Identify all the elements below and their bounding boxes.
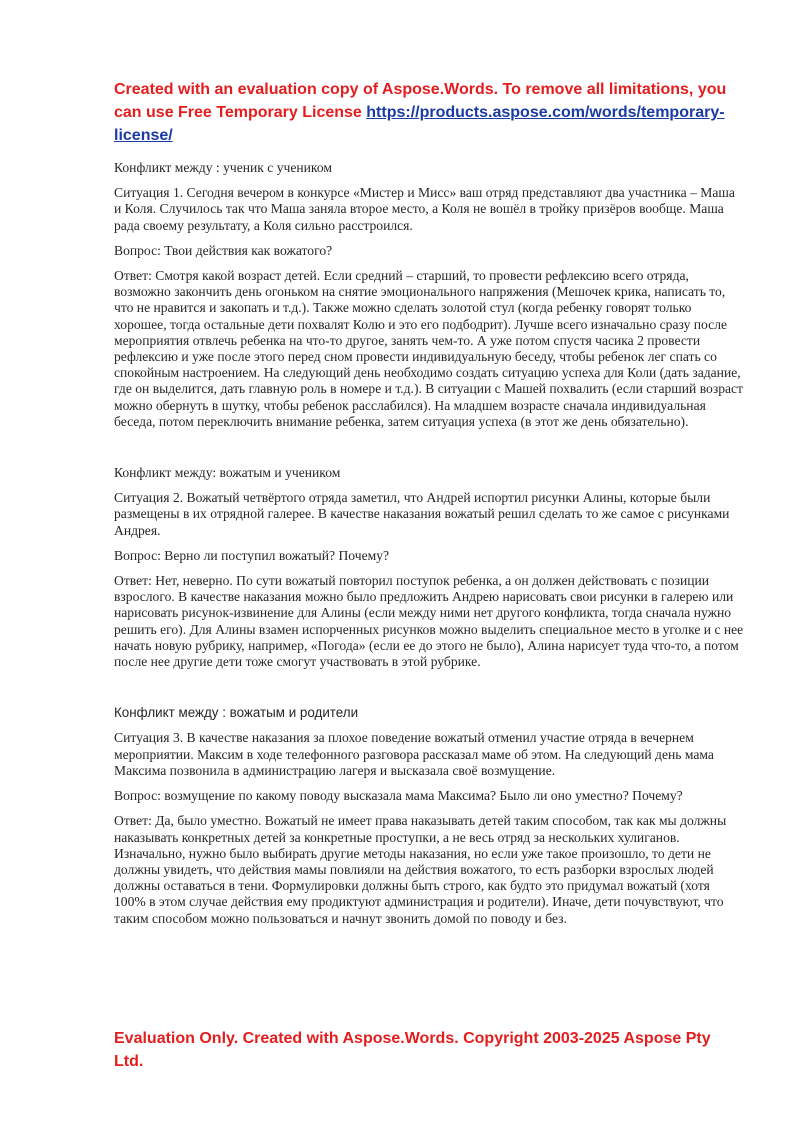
section1-situation: Ситуация 1. Сегодня вечером в конкурсе «Мистер и Мисс» ваш отряд представляют два участника – Маша и Коля. Случилось так что Маша заняла второе место, а Коля не вошёл в тройку призёров вообще. Маша рада своему результату, а Коля сильно расстроился. (114, 185, 735, 233)
section3-situation: Ситуация 3. В качестве наказания за плохое поведение вожатый отменил участие отряда в вечернем мероприятии. Максим в ходе телефонного разговора рассказал маме об этом. На следующий день мама Максима позвонила в администрацию лагеря и высказала своё возмущение. (114, 730, 714, 778)
temporary-license-link[interactable]: https://products.aspose.com/words/temporary-license/ (114, 104, 725, 144)
section2-answer: Ответ: Нет, неверно. По сути вожатый повторил поступок ребенка, а он должен действовать с позиции взрослого. В качестве наказания можно было предложить Андрею нарисовать свои рисунки в галерею или нарисовать рисунок-извинение для Алины (если между ними нет другого конфликта, тогда сначала нужно решить его). Для Алины взамен испорченных рисунков можно выделить специальное место в уголке и с нее начать новую рубрику, например, «Погода» (если ее до этого не было), Алина нарисует туда что-то, а потом после нее другие дети тоже смогут участвовать в этой рубрике. (114, 573, 744, 670)
evaluation-footer (114, 1027, 744, 1073)
section2-situation: Ситуация 2. Вожатый четвёртого отряда заметил, что Андрей испортил рисунки Алины, которые были размещены в их отрядной галерее. В качестве наказания вожатый решил сделать то же самое с рисунками Андрея. (114, 490, 730, 538)
document-page (114, 78, 744, 936)
section3-title: Конфликт между : вожатым и родители (114, 705, 359, 721)
section1-title: Конфликт между : ученик с учеником (114, 160, 332, 175)
section1-answer: Ответ: Смотря какой возраст детей. Если средний – старший, то провести рефлексию всего отряда, возможно закончить день огоньком на снятие эмоционального напряжения (Мешочек крика, написать то, что не нравится и закопать и т.д.). Также можно сделать золотой стул (когда ребенку говорят только хорошее, тогда остальные дети похвалят Колю и это его подбодрит). Лучше всего изначально сразу после мероприятия отвлечь ребенка на что-то другое, занять чем-то. А уже потом спустя часика 2 провести рефлексию и уже после этого перед сном провести индивидуальную беседу, чтобы ребенок лег спать со спокойным настроением. На следующий день необходимо создать ситуацию успеха для Коли (дать задание, где он выделится, дать главную роль в номере и т.д.). В ситуации с Машей похвалить (если старший возраст можно обернуть в шутку, чтобы ребенок расслабился). На младшем возрасте сначала индивидуальная беседа, потом переключить внимание ребенка, затем ситуация успеха (в этот же день обязательно). (114, 268, 743, 429)
evaluation-header-text: Created with an evaluation copy of Aspose.Words. To remove all limitations, you can use Free Temporary License (114, 81, 727, 121)
section3-answer: Ответ: Да, было уместно. Вожатый не имеет права наказывать детей таким способом, так как мы должны наказывать конкретных детей за конкретные проступки, а не весь отряд за нескольких хулиганов. Изначально, нужно было выбирать другие методы наказания, но если уже такое произошло, то дети не должны увидеть, что действия мамы повлияли на действия вожатого, то есть разборки взрослых людей должны оставаться в тени. Формулировки должны быть строго, как будто это придумал вожатый (хотя 100% в этом случае действия ему продиктуют администрация и родители). Иначе, дети почувствуют, что таким способом можно пользоваться и начнут звонить домой по поводу и без. (114, 813, 727, 926)
evaluation-footer-text: Evaluation Only. Created with Aspose.Words. Copyright 2003-2025 Aspose Pty Ltd. (114, 1030, 711, 1070)
section1-question: Вопрос: Твои действия как вожатого? (114, 242, 333, 258)
evaluation-header (114, 78, 744, 147)
section2-question: Вопрос: Верно ли поступил вожатый? Почему? (114, 547, 390, 563)
section2-title: Конфликт между: вожатым и учеником (114, 465, 341, 481)
section3-question: Вопрос: возмущение по какому поводу высказала мама Максима? Было ли оно уместно? Почему? (114, 788, 683, 804)
